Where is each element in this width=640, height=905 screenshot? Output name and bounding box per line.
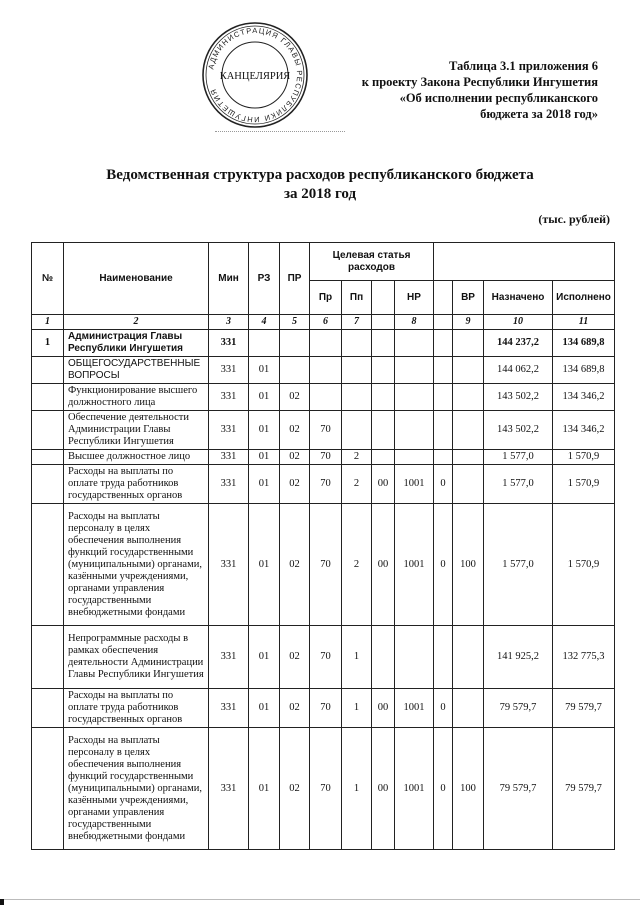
cell-min: 331	[209, 450, 249, 465]
cell-min: 331	[209, 626, 249, 689]
header-nr: НР	[395, 281, 434, 315]
column-number: 4	[249, 315, 280, 330]
cell-vr	[453, 384, 484, 411]
column-number	[372, 315, 395, 330]
header-target-article: Целевая статья расходов	[310, 243, 434, 281]
cell-name: ОБЩЕГОСУДАРСТВЕННЫЕ ВОПРОСЫ	[64, 357, 209, 384]
cell-name: Расходы на выплаты по оплате труда работников государственных органов	[64, 465, 209, 504]
cell-c1	[372, 330, 395, 357]
cell-nr	[395, 450, 434, 465]
cell-num	[32, 465, 64, 504]
cell-c1: 00	[372, 728, 395, 850]
cell-vr	[453, 330, 484, 357]
cell-assigned: 1 577,0	[484, 465, 553, 504]
cell-name: Обеспечение деятельности Администрации Главы Республики Ингушетия	[64, 411, 209, 450]
cell-c1: 00	[372, 465, 395, 504]
cell-nr: 1001	[395, 504, 434, 626]
cell-pp: 2	[342, 465, 372, 504]
header-min: Мин	[209, 243, 249, 315]
cell-pp: 2	[342, 450, 372, 465]
annex-header	[362, 58, 598, 122]
table-row	[32, 330, 615, 357]
column-number: 11	[553, 315, 615, 330]
cell-rz: 01	[249, 504, 280, 626]
cell-vr	[453, 450, 484, 465]
stamp-center-text: КАНЦЕЛЯРИЯ	[219, 71, 291, 82]
header-name: Наименование	[64, 243, 209, 315]
cell-executed: 79 579,7	[553, 728, 615, 850]
cell-nr	[395, 357, 434, 384]
title-line: Ведомственная структура расходов республиканского бюджета	[106, 167, 534, 183]
title-line: за 2018 год	[283, 186, 357, 202]
cell-nr	[395, 384, 434, 411]
cell-rz: 01	[249, 626, 280, 689]
cell-nr	[395, 330, 434, 357]
table-row	[32, 384, 615, 411]
cell-pr: 02	[280, 728, 310, 850]
cell-pr2: 70	[310, 689, 342, 728]
annex-line: «Об исполнении республиканского	[399, 91, 598, 105]
cell-pp	[342, 330, 372, 357]
table-row	[32, 626, 615, 689]
cell-min: 331	[209, 728, 249, 850]
cell-num	[32, 689, 64, 728]
header-blank1	[372, 281, 395, 315]
cell-name: Непрограммные расходы в рамках обеспечения деятельности Администрации Главы Республики Ингушетия	[64, 626, 209, 689]
cell-pr2: 70	[310, 626, 342, 689]
cell-c2: 0	[434, 689, 453, 728]
cell-c1	[372, 411, 395, 450]
cell-vr: 100	[453, 728, 484, 850]
cell-pr: 02	[280, 384, 310, 411]
cell-name: Расходы на выплаты персоналу в целях обеспечения выполнения функций государственными (муниципальными) органами, казёнными учреждениями, органами управления государственными внебюджетными фондами	[64, 504, 209, 626]
cell-name: Администрация Главы Республики Ингушетия	[64, 330, 209, 357]
cell-pr: 02	[280, 689, 310, 728]
cell-c1	[372, 626, 395, 689]
scan-edge-line	[0, 899, 640, 900]
cell-c2	[434, 411, 453, 450]
cell-num	[32, 728, 64, 850]
chancellery-stamp	[200, 20, 310, 130]
cell-c1: 00	[372, 689, 395, 728]
cell-name: Функционирование высшего должностного лица	[64, 384, 209, 411]
cell-assigned: 79 579,7	[484, 689, 553, 728]
cell-num	[32, 411, 64, 450]
cell-num	[32, 504, 64, 626]
scan-edge-mark	[0, 899, 4, 905]
cell-pp	[342, 384, 372, 411]
cell-c2	[434, 450, 453, 465]
header-rz: РЗ	[249, 243, 280, 315]
cell-executed: 134 689,8	[553, 330, 615, 357]
annex-line: к проекту Закона Республики Ингушетия	[361, 75, 598, 89]
cell-min: 331	[209, 504, 249, 626]
cell-min: 331	[209, 689, 249, 728]
column-number	[434, 315, 453, 330]
stamp-ring-text: АДМИНИСТРАЦИЯ ГЛАВЫ РЕСПУБЛИКИ ИНГУШЕТИЯ	[206, 25, 305, 125]
column-number: 9	[453, 315, 484, 330]
cell-assigned: 144 237,2	[484, 330, 553, 357]
cell-pr2: 70	[310, 411, 342, 450]
document-title	[0, 166, 640, 204]
table-row	[32, 728, 615, 850]
column-number: 5	[280, 315, 310, 330]
table-row	[32, 689, 615, 728]
cell-pp: 2	[342, 504, 372, 626]
cell-rz	[249, 330, 280, 357]
cell-vr: 100	[453, 504, 484, 626]
cell-pr2: 70	[310, 450, 342, 465]
cell-pr2	[310, 357, 342, 384]
cell-pr: 02	[280, 626, 310, 689]
column-number: 6	[310, 315, 342, 330]
cell-min: 331	[209, 384, 249, 411]
column-number: 8	[395, 315, 434, 330]
cell-nr: 1001	[395, 728, 434, 850]
header-pp: Пп	[342, 281, 372, 315]
table-row	[32, 465, 615, 504]
cell-executed: 1 570,9	[553, 504, 615, 626]
cell-c2: 0	[434, 504, 453, 626]
cell-min: 331	[209, 465, 249, 504]
column-number: 2	[64, 315, 209, 330]
cell-rz: 01	[249, 465, 280, 504]
cell-name: Высшее должностное лицо	[64, 450, 209, 465]
table-row	[32, 357, 615, 384]
cell-pr2	[310, 384, 342, 411]
cell-pr	[280, 330, 310, 357]
cell-vr	[453, 357, 484, 384]
header-assigned: Назначено	[484, 281, 553, 315]
header-pr2: Пр	[310, 281, 342, 315]
cell-executed: 134 346,2	[553, 411, 615, 450]
column-number: 3	[209, 315, 249, 330]
cell-nr: 1001	[395, 465, 434, 504]
budget-table	[31, 242, 615, 850]
column-number: 7	[342, 315, 372, 330]
header-pr: ПР	[280, 243, 310, 315]
cell-min: 331	[209, 357, 249, 384]
cell-assigned: 143 502,2	[484, 384, 553, 411]
cell-executed: 79 579,7	[553, 689, 615, 728]
divider	[215, 131, 345, 136]
cell-c2: 0	[434, 728, 453, 850]
cell-pr2: 70	[310, 728, 342, 850]
cell-rz: 01	[249, 728, 280, 850]
cell-rz: 01	[249, 689, 280, 728]
cell-pr	[280, 357, 310, 384]
table-row	[32, 411, 615, 450]
cell-rz: 01	[249, 450, 280, 465]
cell-pp: 1	[342, 728, 372, 850]
header-vr: ВР	[453, 281, 484, 315]
column-number-row	[32, 315, 615, 330]
header-blank2	[434, 281, 453, 315]
cell-name: Расходы на выплаты по оплате труда работников государственных органов	[64, 689, 209, 728]
cell-pp: 1	[342, 626, 372, 689]
cell-num	[32, 384, 64, 411]
cell-c2	[434, 357, 453, 384]
header-executed: Исполнено	[553, 281, 615, 315]
column-number: 1	[32, 315, 64, 330]
cell-pr: 02	[280, 465, 310, 504]
cell-pr: 02	[280, 411, 310, 450]
cell-c2: 0	[434, 465, 453, 504]
annex-line: Таблица 3.1 приложения 6	[448, 59, 598, 73]
cell-num	[32, 357, 64, 384]
cell-assigned: 144 062,2	[484, 357, 553, 384]
cell-pp	[342, 411, 372, 450]
cell-pr2: 70	[310, 504, 342, 626]
cell-assigned: 143 502,2	[484, 411, 553, 450]
header-blank	[434, 243, 615, 281]
header-num: №	[32, 243, 64, 315]
cell-vr	[453, 626, 484, 689]
cell-nr: 1001	[395, 689, 434, 728]
cell-vr	[453, 689, 484, 728]
cell-nr	[395, 626, 434, 689]
cell-c1	[372, 450, 395, 465]
cell-pr: 02	[280, 504, 310, 626]
cell-rz: 01	[249, 411, 280, 450]
cell-rz: 01	[249, 384, 280, 411]
cell-assigned: 141 925,2	[484, 626, 553, 689]
cell-pp: 1	[342, 689, 372, 728]
cell-executed: 1 570,9	[553, 465, 615, 504]
cell-pr: 02	[280, 450, 310, 465]
cell-executed: 1 570,9	[553, 450, 615, 465]
cell-vr	[453, 465, 484, 504]
cell-min: 331	[209, 411, 249, 450]
cell-c2	[434, 626, 453, 689]
cell-c1	[372, 384, 395, 411]
cell-c1: 00	[372, 504, 395, 626]
cell-rz: 01	[249, 357, 280, 384]
cell-num: 1	[32, 330, 64, 357]
cell-c1	[372, 357, 395, 384]
cell-c2	[434, 330, 453, 357]
cell-pr2	[310, 330, 342, 357]
cell-nr	[395, 411, 434, 450]
cell-num	[32, 626, 64, 689]
cell-executed: 132 775,3	[553, 626, 615, 689]
table-row	[32, 450, 615, 465]
cell-name: Расходы на выплаты персоналу в целях обеспечения выполнения функций государственными (муниципальными) органами, казёнными учреждениями, органами управления государственными внебюджетными фондами	[64, 728, 209, 850]
annex-line: бюджета за 2018 год»	[480, 107, 598, 121]
cell-assigned: 1 577,0	[484, 450, 553, 465]
cell-c2	[434, 384, 453, 411]
table-row	[32, 504, 615, 626]
cell-pr2: 70	[310, 465, 342, 504]
cell-assigned: 79 579,7	[484, 728, 553, 850]
cell-min: 331	[209, 330, 249, 357]
cell-pp	[342, 357, 372, 384]
cell-assigned: 1 577,0	[484, 504, 553, 626]
units-label: (тыс. рублей)	[538, 212, 610, 226]
cell-vr	[453, 411, 484, 450]
column-number: 10	[484, 315, 553, 330]
cell-executed: 134 346,2	[553, 384, 615, 411]
cell-num	[32, 450, 64, 465]
cell-executed: 134 689,8	[553, 357, 615, 384]
